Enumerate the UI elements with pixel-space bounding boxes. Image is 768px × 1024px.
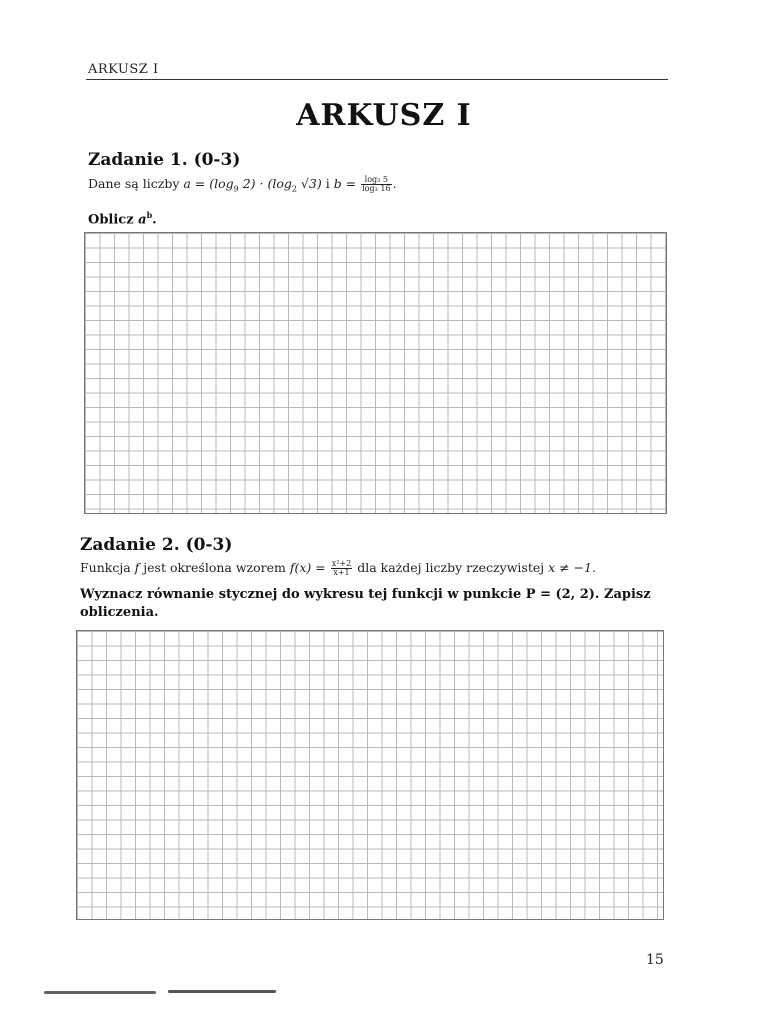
page-title: ARKUSZ I (296, 98, 472, 133)
task1-heading (88, 150, 240, 170)
task1-points: (0-3) (193, 150, 241, 170)
task1-command-exponent: b (146, 210, 153, 220)
task2-function-name: f (134, 560, 140, 575)
header-rule (86, 79, 668, 80)
task1-text (88, 176, 397, 198)
task1-conjunction: i (321, 176, 334, 191)
task2-points: (0-3) (185, 535, 233, 555)
task2-command: Wyznacz równanie stycznej do wykresu tej funkcji w punkcie P = (2, 2). Zapisz obliczenia. (80, 587, 651, 620)
running-header: ARKUSZ I (88, 62, 159, 77)
task1-a-tail: √3) (296, 176, 322, 191)
task1-a-base2: 2 (291, 184, 297, 194)
task1-text-prefix: Dane są liczby (88, 176, 184, 191)
task2-text-tail: dla każdej liczby rzeczywistej (353, 560, 549, 575)
task1-a-mid: 2) · (log (238, 176, 292, 191)
task2-fraction (331, 560, 353, 577)
task1-a-base1: 9 (233, 184, 239, 194)
task2-text (80, 560, 596, 577)
scan-artifact-mark (168, 990, 276, 993)
task2-fx: f(x) = (289, 560, 330, 575)
task1-number: Zadanie 1. (88, 150, 188, 170)
task2-condition: x ≠ −1 (548, 560, 593, 575)
task1-command-prefix: Oblicz (88, 212, 139, 228)
task2-number: Zadanie 2. (80, 535, 180, 555)
scan-artifact-mark (44, 991, 156, 994)
task1-text-end: . (392, 176, 397, 191)
task1-b-fraction (361, 176, 391, 193)
task1-command-base: a (138, 212, 147, 228)
task2-fraction-numerator: x²+2 (331, 559, 352, 568)
task1-command (88, 206, 157, 229)
task1-b-lhs: b = (333, 176, 361, 191)
task1-command-end: . (152, 212, 157, 228)
task1-a-expr: a = (log (183, 176, 234, 191)
task2-fraction-denominator: x+1 (333, 568, 350, 577)
task1-b-numerator: log₃ 5 (361, 176, 391, 185)
task1-b-denominator: log₃ 16 (362, 184, 391, 193)
task2-heading (80, 535, 232, 555)
task2-text-end: . (592, 560, 596, 575)
task2-text-prefix: Funkcja (80, 560, 135, 575)
page-number: 15 (646, 952, 664, 968)
task2-answer-grid[interactable] (76, 630, 664, 920)
task1-answer-grid[interactable] (84, 232, 667, 514)
task2-text-mid: jest określona wzorem (139, 560, 290, 575)
